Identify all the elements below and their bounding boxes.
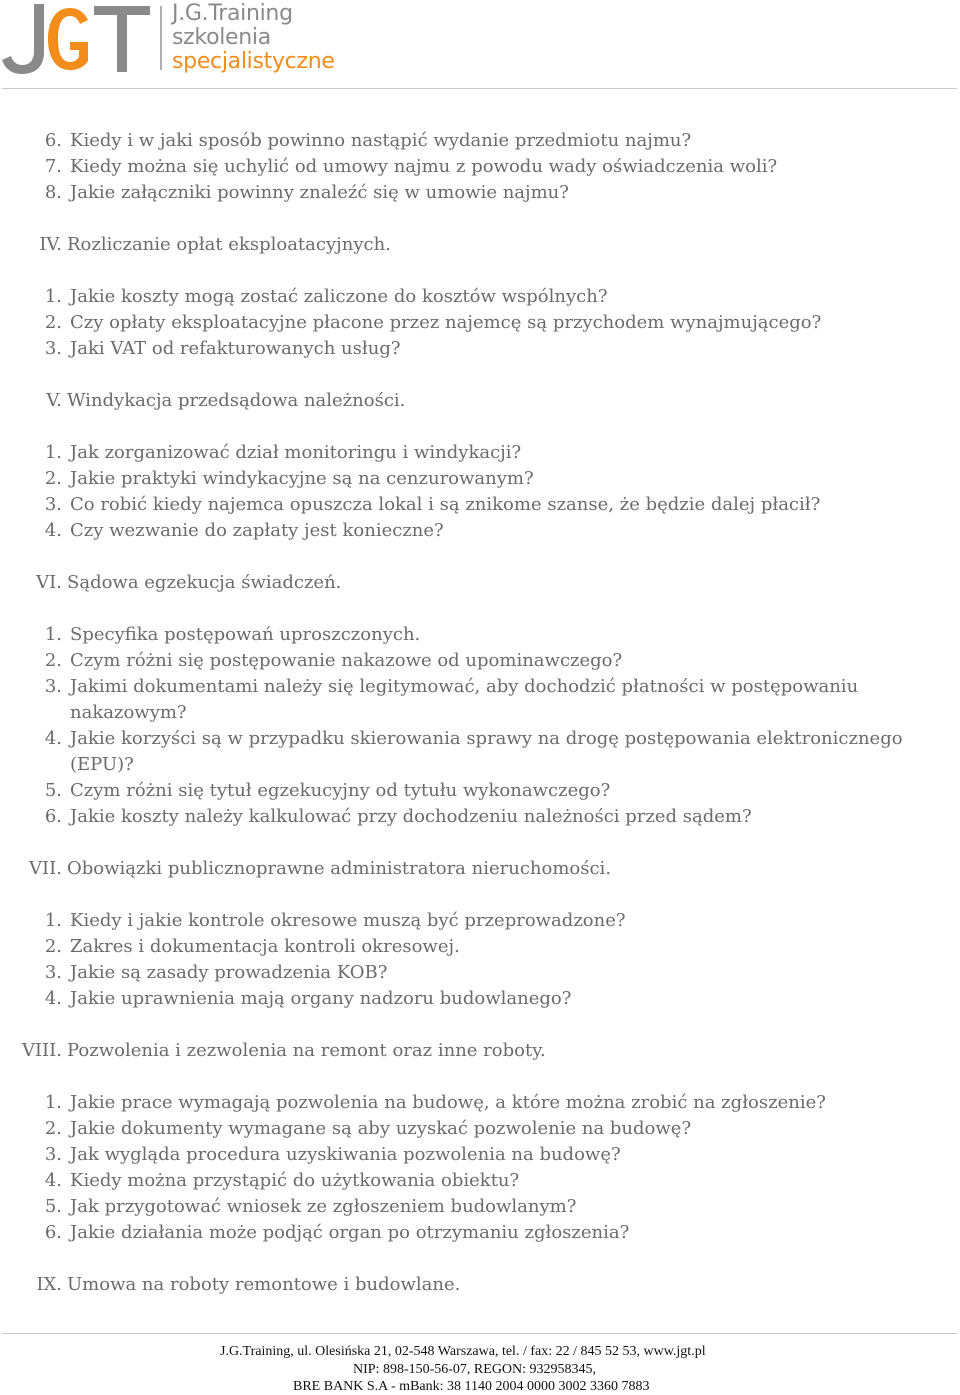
item-text: Kiedy można się uchylić od umowy najmu z powodu wady oświadczenia woli? [70,156,778,177]
item-number: 3. [44,338,62,359]
item-number: 6. [44,806,62,827]
item-text: Jakie prace wymagają pozwolenia na budowę, a które można zrobić na zgłoszenie? [70,1092,826,1113]
item-text: Co robić kiedy najemca opuszcza lokal i są znikome szanse, że będzie dalej płacił? [70,494,821,515]
item-text: Jakie koszty należy kalkulować przy dochodzeniu należności przed sądem? [70,806,752,827]
item-text: Jakie koszty mogą zostać zaliczone do kosztów wspólnych? [70,286,608,307]
item-text: (EPU)? [70,754,134,775]
jgt-logo-mark [0,0,170,86]
item-text: Czym różni się tytuł egzekucyjny od tytułu wykonawczego? [70,780,611,801]
item-text: Windykacja przedsądowa należności. [67,390,406,411]
item-text: Zakres i dokumentacja kontroli okresowej. [70,936,460,957]
item-number: 5. [44,780,62,801]
item-text: Obowiązki publicznoprawne administratora nieruchomości. [67,858,612,879]
item-number: 2. [44,312,62,333]
item-number: 2. [44,468,62,489]
item-number: 7. [44,156,62,177]
item-number: 4. [44,728,62,749]
item-text: Jak przygotować wniosek ze zgłoszeniem budowlanym? [70,1196,577,1217]
logo-line-szkolenia: szkolenia [172,25,271,50]
item-text: Jakie działania może podjąć organ po otrzymaniu zgłoszenia? [70,1222,630,1243]
item-text: Jakie praktyki windykacyjne są na cenzurowanym? [70,468,534,489]
item-text: Czy wezwanie do zapłaty jest konieczne? [70,520,444,541]
item-number: 1. [44,1092,62,1113]
item-number: V. [46,390,62,411]
item-text: Sądowa egzekucja świadczeń. [67,572,342,593]
footer-tax-ids: NIP: 898-150-56-07, REGON: 932958345, [353,1362,597,1377]
item-number: 3. [44,1144,62,1165]
footer-divider [2,1333,957,1334]
item-number: 2. [44,936,62,957]
item-text: Jakimi dokumentami należy się legitymować, aby dochodzić płatności w postępowaniu [70,676,859,697]
footer-bank-account: BRE BANK S.A - mBank: 38 1140 2004 0000 3002 3360 7883 [293,1379,650,1394]
logo-wordmark [172,2,335,74]
item-number: VIII. [21,1040,62,1061]
company-logo [0,0,360,86]
logo-line-company: J.G.Training [172,1,293,26]
item-number: VI. [36,572,62,593]
item-number: IV. [39,234,62,255]
item-number: 1. [44,910,62,931]
item-number: 1. [44,286,62,307]
item-number: 4. [44,520,62,541]
header-divider [2,88,957,89]
item-text: Jakie uprawnienia mają organy nadzoru budowlanego? [70,988,572,1009]
item-number: 2. [44,1118,62,1139]
item-text: Rozliczanie opłat eksploatacyjnych. [67,234,391,255]
item-number: 4. [44,988,62,1009]
item-text: nakazowym? [70,702,187,723]
item-text: Jakie dokumenty wymagane są aby uzyskać pozwolenie na budowę? [70,1118,692,1139]
item-text: Kiedy i jakie kontrole okresowe muszą być przeprowadzone? [70,910,626,931]
logo-line-specjalistyczne: specjalistyczne [172,49,335,74]
item-text: Kiedy można przystąpić do użytkowania obiektu? [70,1170,520,1191]
item-text: Umowa na roboty remontowe i budowlane. [67,1274,461,1295]
item-text: Kiedy i w jaki sposób powinno nastąpić wydanie przedmiotu najmu? [70,130,692,151]
item-number: VII. [29,858,62,879]
item-text: Jakie załączniki powinny znaleźć się w umowie najmu? [70,182,569,203]
item-text: Jakie są zasady prowadzenia KOB? [70,962,388,983]
item-text: Specyfika postępowań uproszczonych. [70,624,421,645]
item-text: Jakie korzyści są w przypadku skierowania sprawy na drogę postępowania elektronicznego [70,728,903,749]
item-number: 1. [44,442,62,463]
item-number: 1. [44,624,62,645]
item-text: Czy opłaty eksploatacyjne płacone przez najemcę są przychodem wynajmującego? [70,312,822,333]
item-number: 6. [44,1222,62,1243]
footer-address: J.G.Training, ul. Olesińska 21, 02-548 Warszawa, tel. / fax: 22 / 845 52 53, www.jgt.pl [220,1344,706,1359]
item-number: 2. [44,650,62,671]
item-number: 3. [44,962,62,983]
item-number: 3. [44,494,62,515]
item-text: Jaki VAT od refakturowanych usług? [70,338,401,359]
item-text: Jak wygląda procedura uzyskiwania pozwolenia na budowę? [70,1144,621,1165]
item-number: 3. [44,676,62,697]
item-number: 4. [44,1170,62,1191]
item-text: Czym różni się postępowanie nakazowe od upominawczego? [70,650,623,671]
item-number: 6. [44,130,62,151]
item-number: 5. [44,1196,62,1217]
item-number: 8. [44,182,62,203]
item-text: Pozwolenia i zezwolenia na remont oraz inne roboty. [67,1040,546,1061]
item-number: IX. [36,1274,62,1295]
item-text: Jak zorganizować dział monitoringu i windykacji? [70,442,522,463]
